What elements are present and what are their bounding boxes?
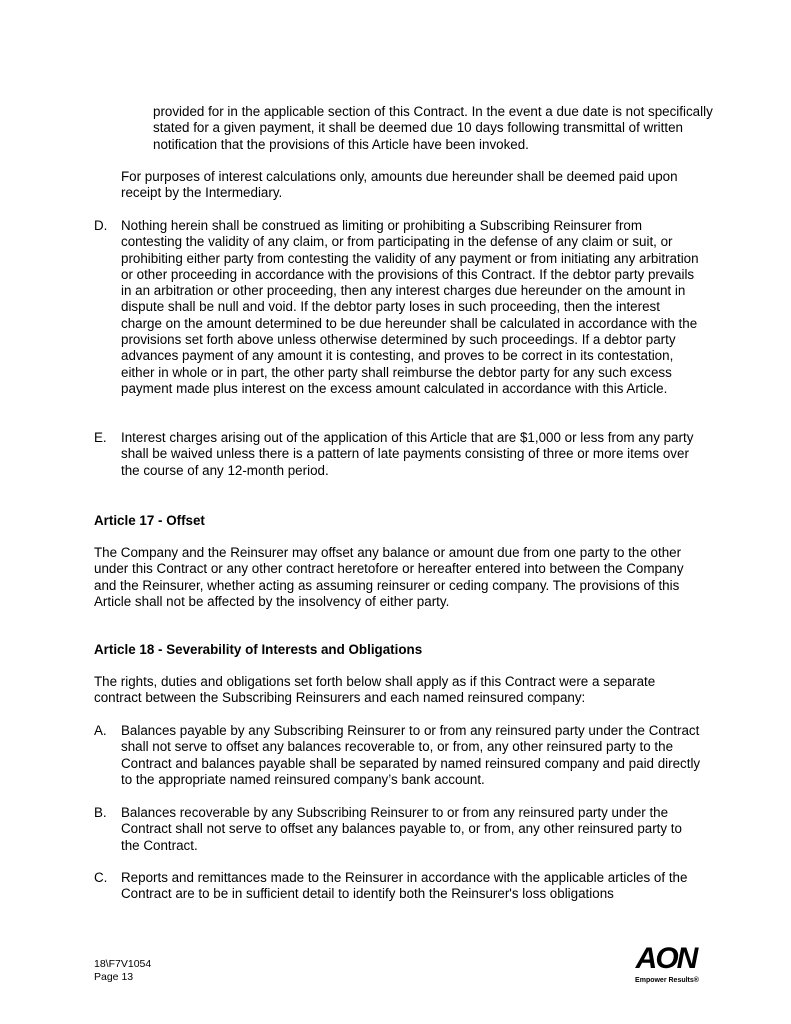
interest-calc-paragraph: For purposes of interest calculations only, amounts due hereunder shall be deemed paid upon receipt by the Intermediary.	[121, 169, 678, 201]
item-a-text: Balances payable by any Subscribing Reinsurer to or from any reinsured party under the Contract shall not serve to offset any balances recoverable to, or from, any other reinsured party to the Contract and balances payable shall be separated by named reinsured company and paid directly to the appropriate named reinsured company’s bank account.	[121, 723, 701, 787]
logo-wordmark: AON	[635, 942, 697, 975]
article-18-heading: Article 18 - Severability of Interests and Obligations	[94, 642, 423, 657]
item-e-text: Interest charges arising out of the application of this Article that are $1,000 or less from any party shall be waived unless there is a pattern of late payments consisting of three or more items over the course of any 12-month period.	[121, 430, 694, 478]
article-18-intro: The rights, duties and obligations set forth below shall apply as if this Contract were a separate contract between the Subscribing Reinsurers and each named reinsured company:	[94, 674, 656, 706]
item-c-text: Reports and remittances made to the Reinsurer in accordance with the applicable articles of the Contract are to be in sufficient detail to identify both the Reinsurer's loss obligations	[121, 870, 688, 902]
item-d-text: Nothing herein shall be construed as limiting or prohibiting a Subscribing Reinsurer from contesting the validity of any claim, or from participating in the defense of any claim or suit, or prohibiting either party from contesting the validity of any payment or from initiating any arbitration or other proceeding in accordance with the provisions of this Contract. If the debtor party prevails in an arbitration or other proceeding, then any interest charges due hereunder on the amount in dispute shall be null and void. If the debtor party loses in such proceeding, then the interest charge on the amount determined to be due hereunder shall be calculated in accordance with the provisions set forth above unless otherwise determined by such proceedings. If a debtor party advances payment of any amount it is contesting, and proves to be correct in its contestation, either in whole or in part, the other party shall reimburse the debtor party for any such excess payment made plus interest on the excess amount calculated in accordance with this Article.	[121, 218, 699, 396]
item-letter-b: B.	[94, 805, 107, 820]
article-17-heading: Article 17 - Offset	[94, 513, 205, 528]
document-id: 18\F7V1054	[94, 958, 152, 970]
page-footer	[94, 958, 151, 984]
aon-logo-icon	[627, 938, 705, 988]
logo-tagline: Empower Results®	[635, 977, 699, 984]
article-17-body: The Company and the Reinsurer may offset any balance or amount due from one party to the other under this Contract or any other contract heretofore or hereafter entered into between the Company and the Reinsurer, whether acting as assuming reinsurer or ceding company. The provisions of this Article shall not be affected by the insolvency of either party.	[94, 545, 684, 609]
item-letter-e: E.	[94, 430, 107, 445]
item-letter-c: C.	[94, 870, 108, 885]
item-letter-d: D.	[94, 218, 108, 233]
continuation-paragraph: provided for in the applicable section of this Contract. In the event a due date is not specifically stated for a given payment, it shall be deemed due 10 days following transmittal of written notification that the provisions of this Article have been invoked.	[153, 104, 713, 152]
item-b-text: Balances recoverable by any Subscribing Reinsurer to or from any reinsured party under the Contract shall not serve to offset any balances payable to, or from, any other reinsured party to the Contract.	[121, 805, 682, 853]
page-number: Page 13	[94, 971, 134, 983]
aon-logo	[627, 938, 705, 988]
item-letter-a: A.	[94, 723, 107, 738]
